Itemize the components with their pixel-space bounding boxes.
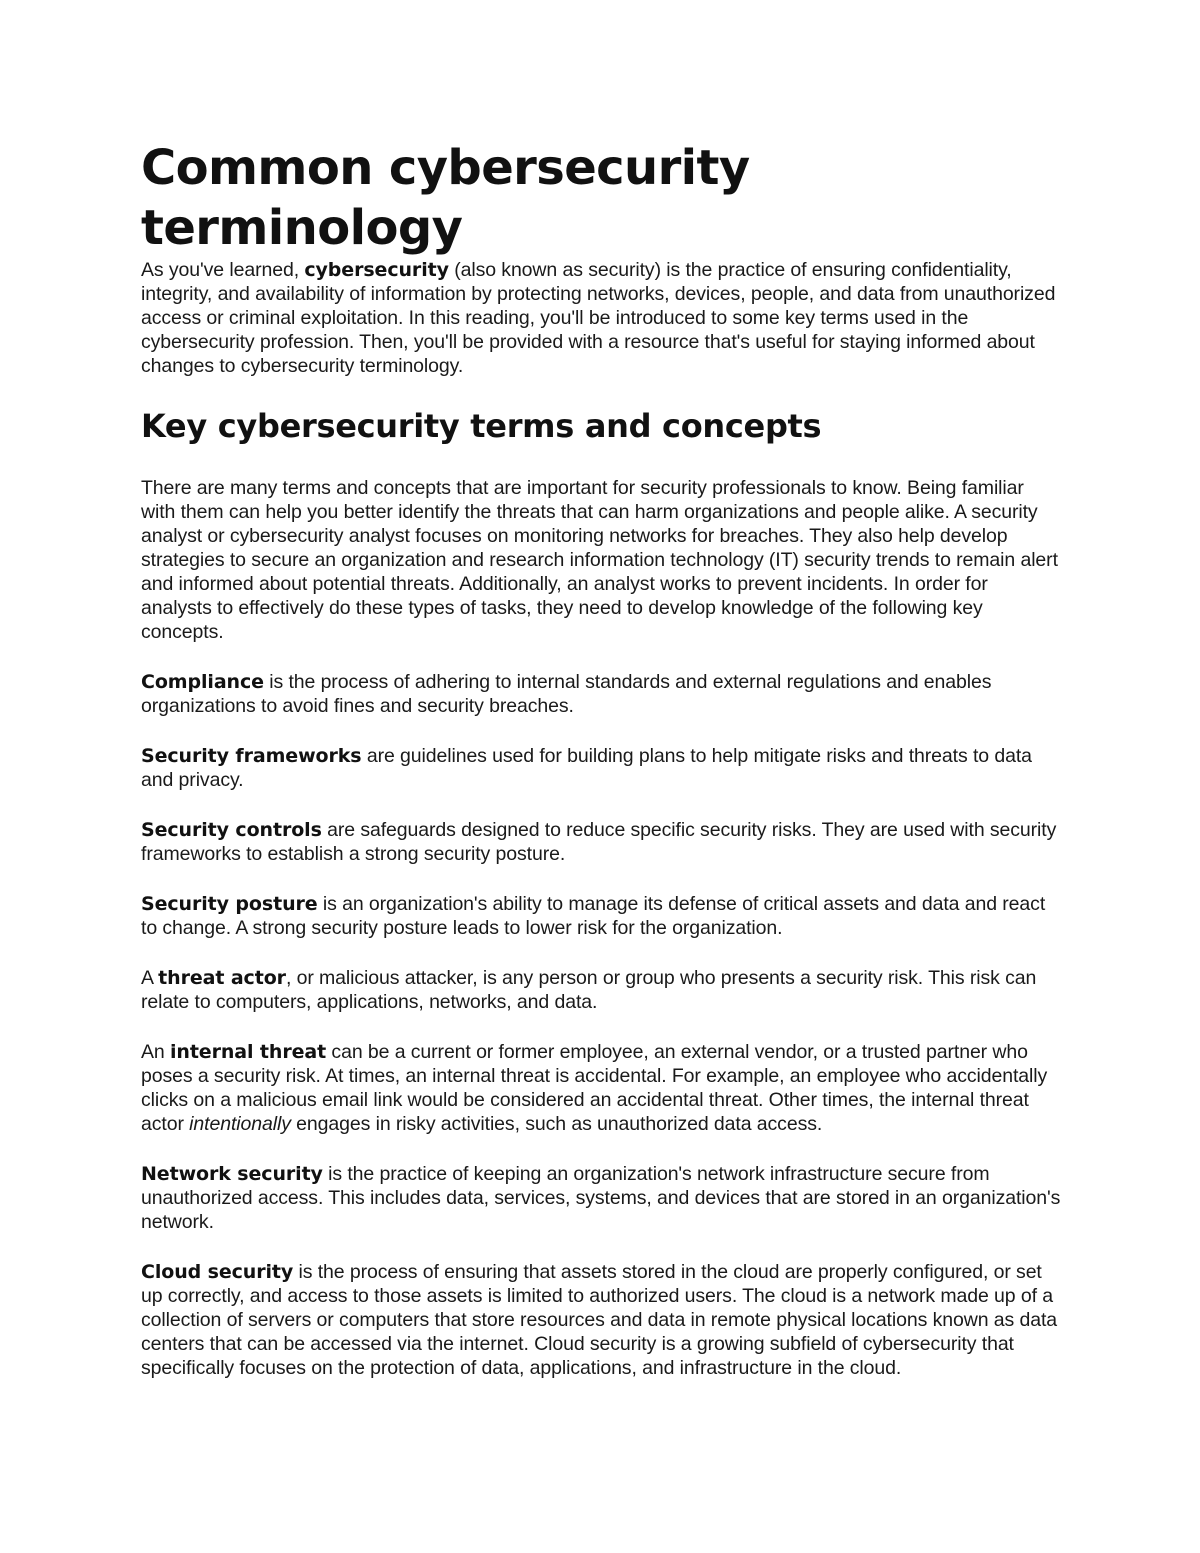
definition-security-frameworks	[141, 744, 1061, 792]
intro-text-after: (also known as security) is the practice of ensuring confidentiality, integrity, and availability of information by protecting networks, devices, people, and data from unauthorized access or criminal exploitation. In this reading, you'll be introduced to some key terms used in the cybersecurity profession. Then, you'll be provided with a resource that's useful for staying informed about changes to cybersecurity terminology.	[141, 259, 1056, 377]
document-page	[141, 138, 1061, 1380]
definition-network-security	[141, 1162, 1061, 1234]
term-cloud-security: Cloud security	[141, 1261, 294, 1283]
document-title: Common cybersecurity terminology	[141, 140, 750, 256]
definition-cloud-security	[141, 1260, 1061, 1380]
definition-text: is the process of adhering to internal standards and external regulations and enables organizations to avoid fines and security breaches.	[141, 671, 992, 717]
intro-term: cybersecurity	[304, 259, 449, 281]
definition-text-after: engages in risky activities, such as unauthorized data access.	[290, 1113, 823, 1135]
definition-text: is the process of ensuring that assets stored in the cloud are properly configured, or set up correctly, and access to those assets is limited to authorized users. The cloud is a network made up of a collection of servers or computers that store resources and data in remote physical locations known as data centers that can be accessed via the internet. Cloud security is a growing subfield of cybersecurity that specifically focuses on the protection of data, applications, and infrastructure in the cloud.	[141, 1261, 1058, 1379]
definition-text: are safeguards designed to reduce specific security risks. They are used with security frameworks to establish a strong security posture.	[141, 819, 1057, 865]
term-security-frameworks: Security frameworks	[141, 745, 362, 767]
definition-threat-actor	[141, 966, 1061, 1014]
definition-security-posture	[141, 892, 1061, 940]
intro-paragraph	[141, 258, 1061, 378]
term-security-posture: Security posture	[141, 893, 318, 915]
definition-prefix: A	[141, 967, 159, 989]
definition-internal-threat	[141, 1040, 1061, 1136]
section-lead-paragraph: There are many terms and concepts that are important for security professionals to know. Being familiar with them can help you better identify the threats that can harm organizations and people alike. A security analyst or cybersecurity analyst focuses on monitoring networks for breaches. They also help develop strategies to secure an organization and research information technology (IT) security trends to remain alert and informed about potential threats. Additionally, an analyst works to prevent incidents. In order for analysts to effectively do these types of tasks, they need to develop knowledge of the following key concepts.	[141, 477, 1058, 643]
definition-text: are guidelines used for building plans to help mitigate risks and threats to data and privacy.	[141, 745, 1032, 791]
definition-text: , or malicious attacker, is any person or group who presents a security risk. This risk can relate to computers, applications, networks, and data.	[141, 967, 1037, 1013]
term-threat-actor: threat actor	[158, 967, 286, 989]
definition-text: can be a current or former employee, an external vendor, or a trusted partner who poses a security risk. At times, an internal threat is accidental. For example, an employee who accidentally clicks on a malicious email link would be considered an accidental threat. Other times, the internal threat actor	[141, 1041, 1048, 1135]
term-network-security: Network security	[141, 1163, 323, 1185]
section-heading: Key cybersecurity terms and concepts	[141, 407, 822, 445]
definition-compliance	[141, 670, 1061, 718]
definition-security-controls	[141, 818, 1061, 866]
term-compliance: Compliance	[141, 671, 264, 693]
term-internal-threat: internal threat	[169, 1041, 327, 1063]
intro-text-before: As you've learned,	[141, 259, 305, 281]
definition-text: is the practice of keeping an organization's network infrastructure secure from unauthorized access. This includes data, services, systems, and devices that are stored in an organization's network.	[141, 1163, 1061, 1233]
term-security-controls: Security controls	[141, 819, 322, 841]
definition-prefix: An	[141, 1041, 170, 1063]
emphasis-intentionally: intentionally	[189, 1113, 291, 1135]
definition-text: is an organization's ability to manage its defense of critical assets and data and react to change. A strong security posture leads to lower risk for the organization.	[141, 893, 1046, 939]
